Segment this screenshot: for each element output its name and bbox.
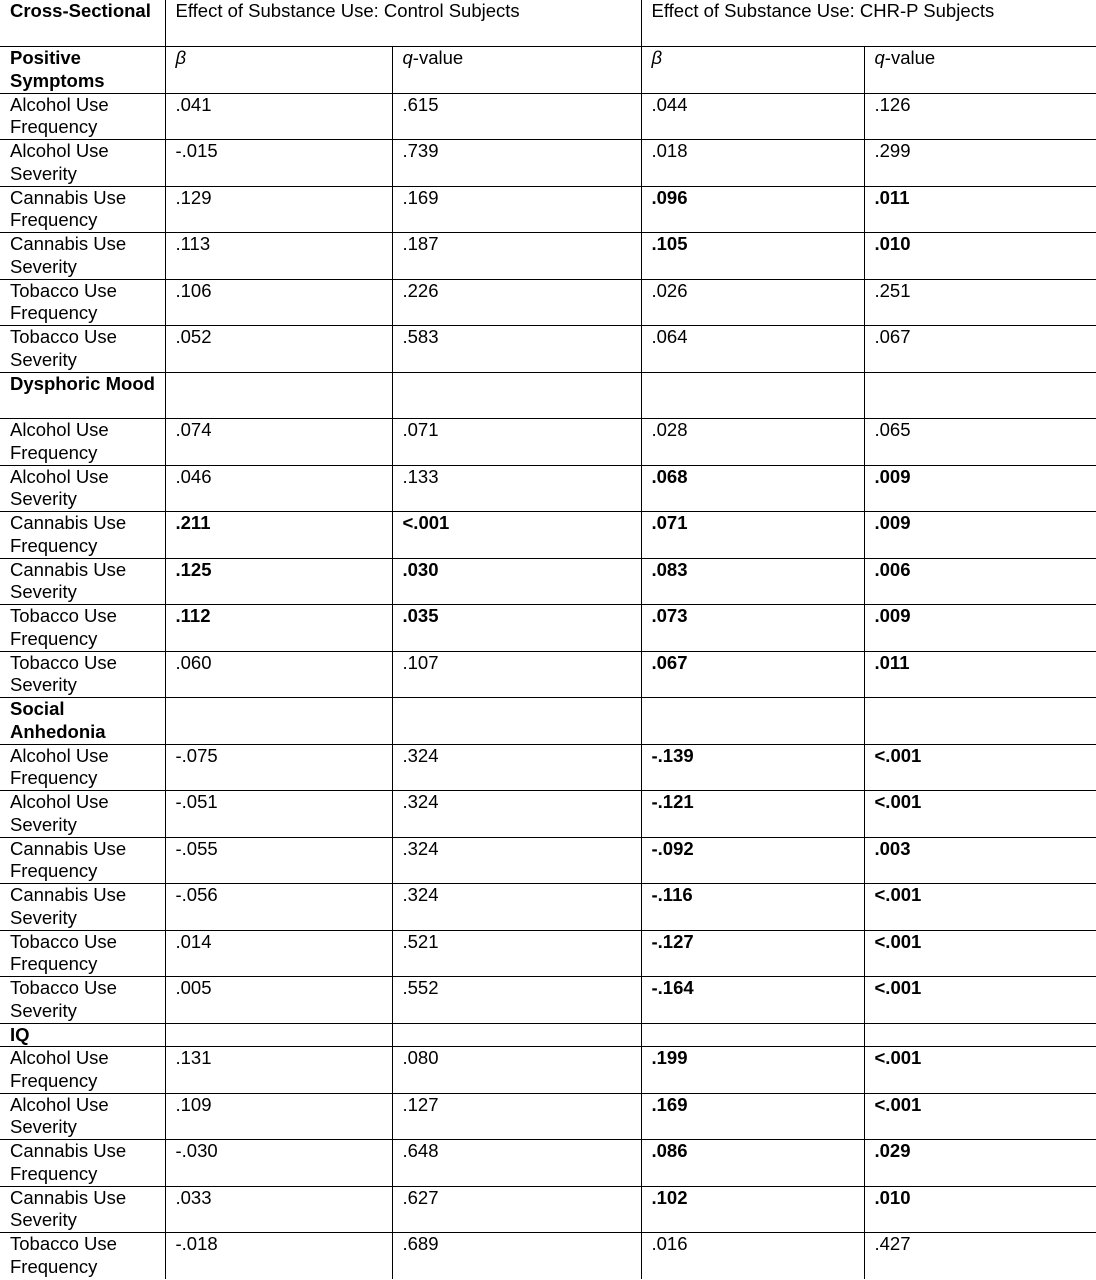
empty-cell xyxy=(392,372,641,419)
control-q-cell: .127 xyxy=(392,1093,641,1140)
row-label: Alcohol Use Frequency xyxy=(0,419,165,466)
table-row xyxy=(0,512,1096,559)
q-symbol: q xyxy=(402,47,413,68)
chr-q-cell: <.001 xyxy=(864,1047,1096,1094)
section-title: Positive Symptoms xyxy=(0,47,165,94)
control-beta-cell: -.055 xyxy=(165,837,392,884)
control-beta-cell: -.030 xyxy=(165,1140,392,1187)
row-label: Tobacco Use Frequency xyxy=(0,930,165,977)
row-label: Cannabis Use Frequency xyxy=(0,1140,165,1187)
chr-q-cell: .065 xyxy=(864,419,1096,466)
chr-q-cell: .009 xyxy=(864,512,1096,559)
row-label: Cannabis Use Severity xyxy=(0,884,165,931)
q-suffix: -value xyxy=(884,47,936,68)
control-q-cell: .521 xyxy=(392,930,641,977)
control-q-header xyxy=(392,47,641,94)
chr-q-cell: .011 xyxy=(864,186,1096,233)
control-q-cell: .324 xyxy=(392,744,641,791)
chr-q-cell: .009 xyxy=(864,465,1096,512)
empty-cell xyxy=(864,372,1096,419)
control-q-cell: .627 xyxy=(392,1186,641,1233)
chr-q-cell: .251 xyxy=(864,279,1096,326)
q-suffix: -value xyxy=(412,47,464,68)
row-label: Tobacco Use Frequency xyxy=(0,279,165,326)
chr-q-cell: .006 xyxy=(864,558,1096,605)
control-beta-cell: .106 xyxy=(165,279,392,326)
chr-group-header: Effect of Substance Use: CHR-P Subjects xyxy=(641,0,1096,47)
chr-q-cell: .009 xyxy=(864,605,1096,652)
beta-symbol: β xyxy=(175,47,187,68)
empty-cell xyxy=(641,372,864,419)
table-row xyxy=(0,791,1096,838)
chr-q-cell: .010 xyxy=(864,233,1096,280)
chr-q-cell: .011 xyxy=(864,651,1096,698)
control-q-cell: .324 xyxy=(392,837,641,884)
empty-cell xyxy=(864,1023,1096,1047)
corner-header: Cross-Sectional xyxy=(0,0,165,47)
table-row xyxy=(0,186,1096,233)
row-label: Alcohol Use Severity xyxy=(0,140,165,187)
control-beta-cell: -.015 xyxy=(165,140,392,187)
control-beta-header xyxy=(165,47,392,94)
control-beta-cell: .014 xyxy=(165,930,392,977)
table-row xyxy=(0,93,1096,140)
chr-beta-cell: .067 xyxy=(641,651,864,698)
chr-q-cell: <.001 xyxy=(864,1093,1096,1140)
control-q-cell: .739 xyxy=(392,140,641,187)
control-beta-cell: .211 xyxy=(165,512,392,559)
control-beta-cell: .074 xyxy=(165,419,392,466)
table-row xyxy=(0,930,1096,977)
table-row xyxy=(0,465,1096,512)
row-label: Cannabis Use Frequency xyxy=(0,512,165,559)
empty-cell xyxy=(165,698,392,745)
control-q-cell: .648 xyxy=(392,1140,641,1187)
row-label: Alcohol Use Severity xyxy=(0,791,165,838)
chr-q-cell: .427 xyxy=(864,1233,1096,1280)
control-q-cell: .080 xyxy=(392,1047,641,1094)
table-row xyxy=(0,140,1096,187)
control-group-header: Effect of Substance Use: Control Subjects xyxy=(165,0,641,47)
chr-q-cell: .003 xyxy=(864,837,1096,884)
chr-beta-cell: .026 xyxy=(641,279,864,326)
chr-beta-cell: .028 xyxy=(641,419,864,466)
row-label: Alcohol Use Frequency xyxy=(0,1047,165,1094)
table-row xyxy=(0,884,1096,931)
empty-cell xyxy=(864,698,1096,745)
control-q-cell: .035 xyxy=(392,605,641,652)
row-label: Tobacco Use Frequency xyxy=(0,605,165,652)
row-label: Cannabis Use Severity xyxy=(0,1186,165,1233)
chr-beta-cell: .102 xyxy=(641,1186,864,1233)
control-q-cell: .324 xyxy=(392,884,641,931)
table-row xyxy=(0,744,1096,791)
table-row xyxy=(0,558,1096,605)
control-beta-cell: -.018 xyxy=(165,1233,392,1280)
row-label: Tobacco Use Frequency xyxy=(0,1233,165,1280)
control-beta-cell: .113 xyxy=(165,233,392,280)
chr-q-cell: .299 xyxy=(864,140,1096,187)
table-row xyxy=(0,419,1096,466)
chr-beta-cell: .083 xyxy=(641,558,864,605)
section-header-row xyxy=(0,47,1096,94)
chr-q-cell: <.001 xyxy=(864,930,1096,977)
control-beta-cell: -.056 xyxy=(165,884,392,931)
control-beta-cell: .060 xyxy=(165,651,392,698)
control-beta-cell: .046 xyxy=(165,465,392,512)
chr-beta-cell: .064 xyxy=(641,326,864,373)
chr-beta-cell: .073 xyxy=(641,605,864,652)
row-label: Cannabis Use Severity xyxy=(0,558,165,605)
chr-beta-cell: .018 xyxy=(641,140,864,187)
table-row xyxy=(0,233,1096,280)
control-beta-cell: -.075 xyxy=(165,744,392,791)
control-beta-cell: .109 xyxy=(165,1093,392,1140)
chr-beta-header xyxy=(641,47,864,94)
control-q-cell: .030 xyxy=(392,558,641,605)
chr-beta-cell: -.139 xyxy=(641,744,864,791)
chr-q-cell: .067 xyxy=(864,326,1096,373)
chr-beta-cell: -.164 xyxy=(641,977,864,1024)
q-symbol: q xyxy=(874,47,885,68)
control-beta-cell: .052 xyxy=(165,326,392,373)
control-q-cell: .324 xyxy=(392,791,641,838)
control-q-cell: .689 xyxy=(392,1233,641,1280)
table-row xyxy=(0,1233,1096,1280)
chr-beta-cell: .169 xyxy=(641,1093,864,1140)
row-label: Cannabis Use Frequency xyxy=(0,186,165,233)
table-row xyxy=(0,651,1096,698)
table-row xyxy=(0,837,1096,884)
chr-q-header xyxy=(864,47,1096,94)
chr-beta-cell: .199 xyxy=(641,1047,864,1094)
section-title: IQ xyxy=(0,1023,165,1047)
control-beta-cell: .033 xyxy=(165,1186,392,1233)
table-row xyxy=(0,326,1096,373)
control-beta-cell: .131 xyxy=(165,1047,392,1094)
chr-q-cell: .010 xyxy=(864,1186,1096,1233)
row-label: Cannabis Use Severity xyxy=(0,233,165,280)
control-beta-cell: .005 xyxy=(165,977,392,1024)
row-label: Tobacco Use Severity xyxy=(0,977,165,1024)
empty-cell xyxy=(392,1023,641,1047)
table-row xyxy=(0,279,1096,326)
chr-q-cell: <.001 xyxy=(864,791,1096,838)
empty-cell xyxy=(392,698,641,745)
empty-cell xyxy=(165,372,392,419)
control-q-cell: <.001 xyxy=(392,512,641,559)
chr-q-cell: .029 xyxy=(864,1140,1096,1187)
control-beta-cell: .041 xyxy=(165,93,392,140)
chr-beta-cell: .044 xyxy=(641,93,864,140)
control-q-cell: .615 xyxy=(392,93,641,140)
control-q-cell: .226 xyxy=(392,279,641,326)
control-q-cell: .169 xyxy=(392,186,641,233)
row-label: Alcohol Use Frequency xyxy=(0,744,165,791)
chr-beta-cell: -.127 xyxy=(641,930,864,977)
section-header-row xyxy=(0,1023,1096,1047)
empty-cell xyxy=(641,1023,864,1047)
chr-beta-cell: .068 xyxy=(641,465,864,512)
chr-beta-cell: .086 xyxy=(641,1140,864,1187)
row-label: Alcohol Use Severity xyxy=(0,465,165,512)
chr-beta-cell: -.092 xyxy=(641,837,864,884)
chr-q-cell: <.001 xyxy=(864,884,1096,931)
table-row xyxy=(0,1047,1096,1094)
row-label: Alcohol Use Frequency xyxy=(0,93,165,140)
chr-q-cell: .126 xyxy=(864,93,1096,140)
chr-beta-cell: -.116 xyxy=(641,884,864,931)
chr-beta-cell: .071 xyxy=(641,512,864,559)
group-header-row xyxy=(0,0,1096,47)
table-row xyxy=(0,1140,1096,1187)
table-row xyxy=(0,605,1096,652)
control-beta-cell: -.051 xyxy=(165,791,392,838)
control-q-cell: .133 xyxy=(392,465,641,512)
empty-cell xyxy=(641,698,864,745)
section-header-row xyxy=(0,698,1096,745)
table-row xyxy=(0,1093,1096,1140)
row-label: Alcohol Use Severity xyxy=(0,1093,165,1140)
control-beta-cell: .129 xyxy=(165,186,392,233)
row-label: Cannabis Use Frequency xyxy=(0,837,165,884)
control-q-cell: .071 xyxy=(392,419,641,466)
chr-beta-cell: -.121 xyxy=(641,791,864,838)
section-title: Dysphoric Mood xyxy=(0,372,165,419)
control-beta-cell: .112 xyxy=(165,605,392,652)
chr-beta-cell: .016 xyxy=(641,1233,864,1280)
chr-q-cell: <.001 xyxy=(864,977,1096,1024)
row-label: Tobacco Use Severity xyxy=(0,326,165,373)
section-header-row xyxy=(0,372,1096,419)
control-q-cell: .552 xyxy=(392,977,641,1024)
chr-beta-cell: .105 xyxy=(641,233,864,280)
chr-q-cell: <.001 xyxy=(864,744,1096,791)
table-row xyxy=(0,977,1096,1024)
control-q-cell: .187 xyxy=(392,233,641,280)
control-beta-cell: .125 xyxy=(165,558,392,605)
control-q-cell: .107 xyxy=(392,651,641,698)
empty-cell xyxy=(165,1023,392,1047)
table-row xyxy=(0,1186,1096,1233)
chr-beta-cell: .096 xyxy=(641,186,864,233)
row-label: Tobacco Use Severity xyxy=(0,651,165,698)
beta-symbol: β xyxy=(651,47,663,68)
section-title: Social Anhedonia xyxy=(0,698,165,745)
control-q-cell: .583 xyxy=(392,326,641,373)
